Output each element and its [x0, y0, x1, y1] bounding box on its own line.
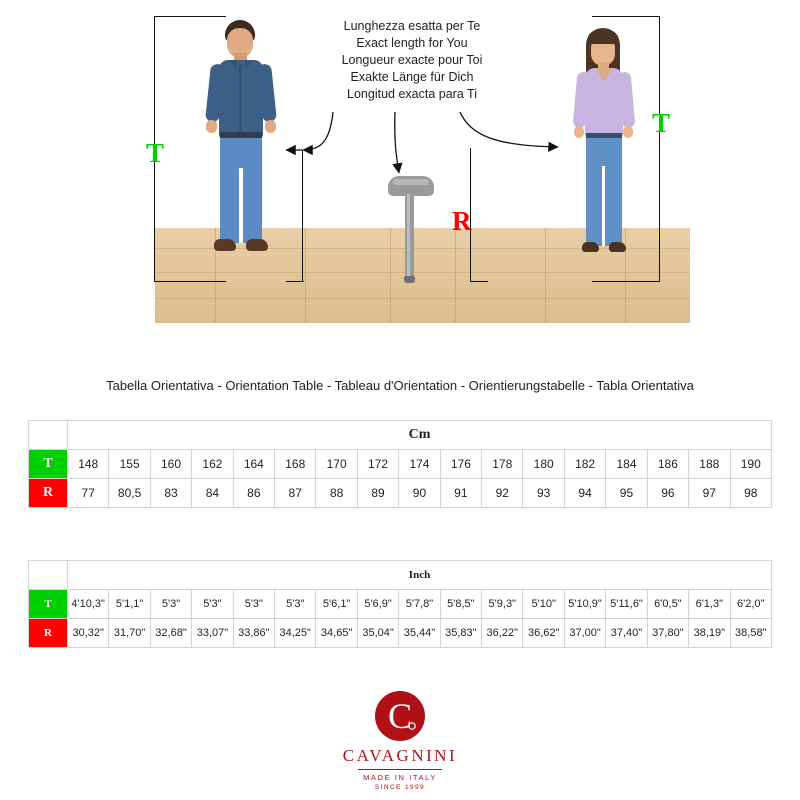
- cell-r-7: 89: [357, 479, 398, 508]
- unit-row-spacer: [29, 561, 68, 590]
- table-row-r: [29, 479, 772, 508]
- cell-r-0: 30,32": [68, 619, 109, 648]
- cell-r-11: 36,62": [523, 619, 564, 648]
- row-label-t: T: [29, 450, 68, 479]
- cell-t-5: 168: [275, 450, 316, 479]
- measure-line-man-hand: [302, 150, 303, 282]
- label-r: R: [452, 206, 472, 236]
- cell-t-15: 6'1,3": [689, 590, 730, 619]
- caption-line-it: Lunghezza esatta per Te: [343, 19, 481, 33]
- cell-t-0: 4'10,3": [68, 590, 109, 619]
- cell-r-9: 91: [440, 479, 481, 508]
- measure-tick-man-hand-bottom: [286, 281, 304, 282]
- cell-r-1: 31,70": [109, 619, 150, 648]
- logo-divider: [358, 769, 442, 770]
- row-label-r: R: [29, 479, 68, 508]
- cell-t-8: 174: [399, 450, 440, 479]
- cell-r-4: 33,86": [233, 619, 274, 648]
- cell-r-8: 35,44": [399, 619, 440, 648]
- cell-r-13: 37,40": [606, 619, 647, 648]
- brand-tagline: MADE IN ITALY: [363, 773, 437, 782]
- cell-r-15: 97: [689, 479, 730, 508]
- brand-name: CAVAGNINI: [342, 746, 458, 765]
- cell-t-6: 5'6,1": [316, 590, 357, 619]
- cell-r-2: 83: [150, 479, 191, 508]
- cell-r-4: 86: [233, 479, 274, 508]
- cell-r-6: 34,65": [316, 619, 357, 648]
- woman-figure: [564, 28, 644, 280]
- cell-r-8: 90: [399, 479, 440, 508]
- cell-r-5: 34,25": [275, 619, 316, 648]
- cell-r-16: 98: [730, 479, 772, 508]
- cell-t-13: 5'11,6": [606, 590, 647, 619]
- cell-r-11: 93: [523, 479, 564, 508]
- cell-r-14: 96: [647, 479, 688, 508]
- walking-cane-icon: [388, 176, 434, 284]
- measure-tick-woman-bottom: [592, 281, 660, 282]
- cell-t-4: 5'3": [233, 590, 274, 619]
- cell-r-7: 35,04": [357, 619, 398, 648]
- cell-t-9: 176: [440, 450, 481, 479]
- cell-t-1: 155: [109, 450, 150, 479]
- caption-line-en: Exact length for You: [356, 36, 468, 50]
- size-table-inch: [28, 560, 772, 648]
- cell-r-12: 37,00": [564, 619, 605, 648]
- unit-label: Cm: [68, 421, 772, 450]
- unit-row-spacer: [29, 421, 68, 450]
- cell-r-5: 87: [275, 479, 316, 508]
- cell-r-15: 38,19": [689, 619, 730, 648]
- cell-t-7: 172: [357, 450, 398, 479]
- cell-t-10: 178: [482, 450, 523, 479]
- cell-t-13: 184: [606, 450, 647, 479]
- cell-t-14: 186: [647, 450, 688, 479]
- cell-t-5: 5'3": [275, 590, 316, 619]
- cell-t-15: 188: [689, 450, 730, 479]
- measure-tick-woman-top: [592, 16, 660, 17]
- cell-t-14: 6'0,5": [647, 590, 688, 619]
- unit-row: [29, 561, 772, 590]
- cell-t-4: 164: [233, 450, 274, 479]
- cell-t-12: 182: [564, 450, 605, 479]
- svg-text:C: C: [387, 696, 413, 736]
- cell-t-3: 162: [192, 450, 233, 479]
- caption-block: [322, 18, 502, 103]
- cell-r-9: 35,83": [440, 619, 481, 648]
- cell-t-9: 5'8,5": [440, 590, 481, 619]
- cell-r-3: 84: [192, 479, 233, 508]
- label-t-left: T: [146, 138, 165, 168]
- man-figure: [196, 20, 286, 282]
- illustration-panel: [0, 0, 800, 340]
- cell-t-16: 6'2,0": [730, 590, 772, 619]
- cell-t-2: 160: [150, 450, 191, 479]
- cell-t-1: 5'1,1": [109, 590, 150, 619]
- caption-line-fr: Longueur exacte pour Toi: [341, 53, 483, 67]
- cell-t-16: 190: [730, 450, 772, 479]
- caption-line-de: Exakte Länge für Dich: [350, 70, 474, 84]
- brand-since: SINCE 1999: [374, 784, 426, 791]
- cavagnini-monogram-icon: [374, 690, 426, 742]
- cell-t-12: 5'10,9": [564, 590, 605, 619]
- brand-logo: [0, 690, 800, 791]
- cell-r-13: 95: [606, 479, 647, 508]
- cell-r-16: 38,58": [730, 619, 772, 648]
- cell-r-14: 37,80": [647, 619, 688, 648]
- measure-tick-man-bottom: [154, 281, 226, 282]
- measure-line-woman-total: [659, 16, 660, 282]
- cell-t-11: 5'10": [523, 590, 564, 619]
- cell-r-10: 36,22": [482, 619, 523, 648]
- cell-t-11: 180: [523, 450, 564, 479]
- measure-tick-man-top: [154, 16, 226, 17]
- table-row-t: [29, 590, 772, 619]
- cell-r-1: 80,5: [109, 479, 150, 508]
- label-t-right: T: [652, 108, 671, 138]
- cell-t-8: 5'7,8": [399, 590, 440, 619]
- cell-r-2: 32,68": [150, 619, 191, 648]
- cell-r-12: 94: [564, 479, 605, 508]
- size-table-inch-body: [29, 561, 772, 648]
- cell-r-3: 33,07": [192, 619, 233, 648]
- table-caption: Tabella Orientativa - Orientation Table - Tableau d'Orientation - Orientierungstabelle - Tabla Orientativa: [106, 378, 694, 393]
- table-row-r: [29, 619, 772, 648]
- measure-tick-woman-hand-bottom: [470, 281, 488, 282]
- table-row-t: [29, 450, 772, 479]
- cell-t-3: 5'3": [192, 590, 233, 619]
- cell-t-2: 5'3": [150, 590, 191, 619]
- cell-r-0: 77: [68, 479, 109, 508]
- cell-t-10: 5'9,3": [482, 590, 523, 619]
- size-table-cm: [28, 420, 772, 508]
- cell-r-6: 88: [316, 479, 357, 508]
- row-label-r: R: [29, 619, 68, 648]
- cell-r-10: 92: [482, 479, 523, 508]
- row-label-t: T: [29, 590, 68, 619]
- cell-t-0: 148: [68, 450, 109, 479]
- caption-line-es: Longitud exacta para Ti: [347, 87, 477, 101]
- cell-t-7: 5'6,9": [357, 590, 398, 619]
- unit-row: [29, 421, 772, 450]
- unit-label: Inch: [68, 561, 772, 590]
- size-table-cm-body: [29, 421, 772, 508]
- cell-t-6: 170: [316, 450, 357, 479]
